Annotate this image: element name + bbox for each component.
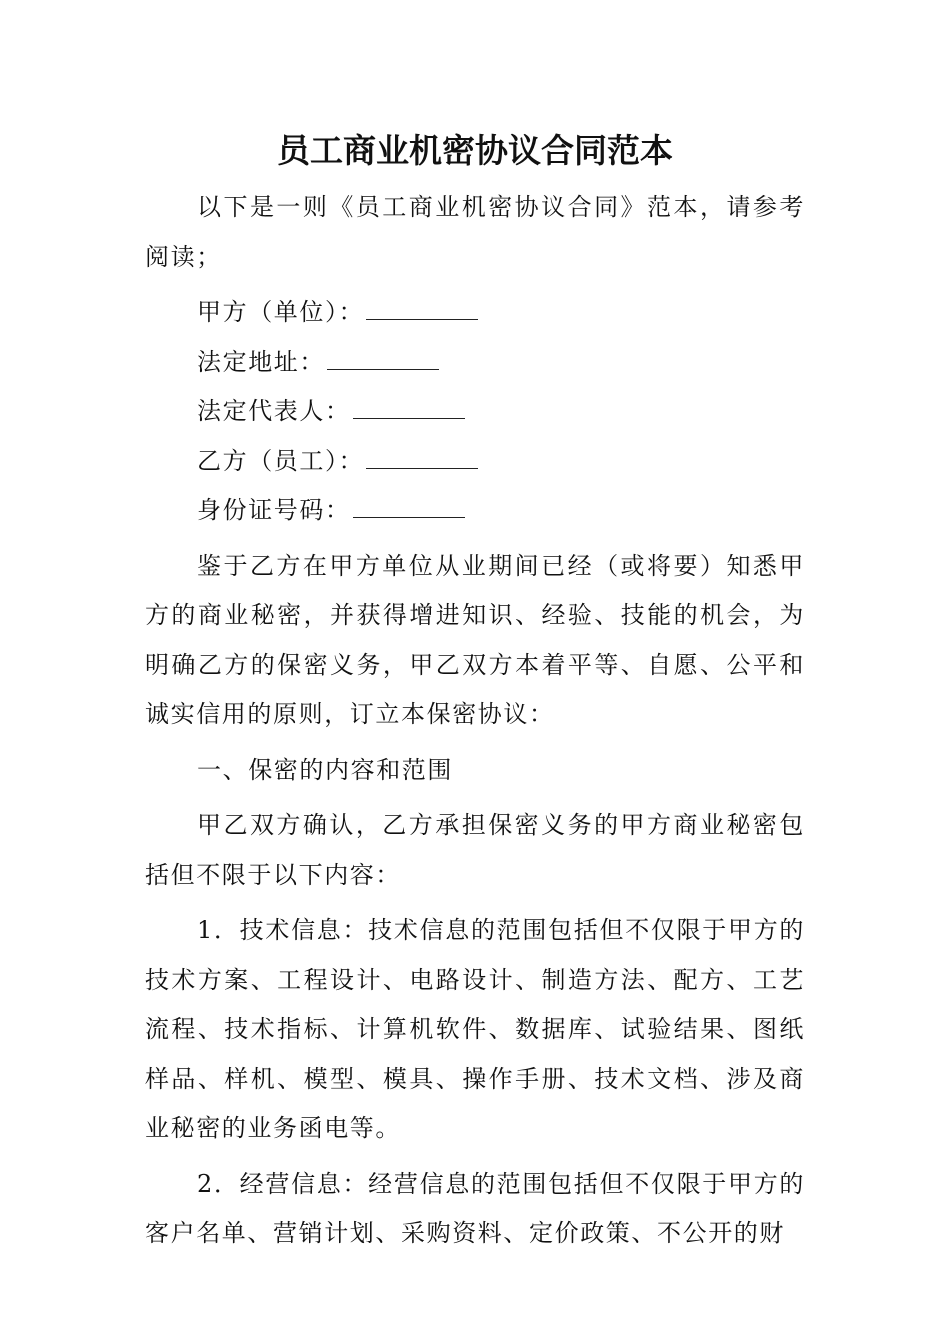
item-2-business-info: 2．经营信息：经营信息的范围包括但不仅限于甲方的客户名单、营销计划、采购资料、定价政策、不公开的财 <box>145 1169 805 1247</box>
section-1-heading: 一、保密的内容和范围 <box>197 755 453 784</box>
field-party-a-label: 甲方（单位）： <box>197 298 365 326</box>
field-legal-representative-blank <box>353 394 465 419</box>
field-id-number <box>145 486 805 536</box>
field-party-b <box>145 437 805 487</box>
field-id-number-blank <box>353 493 465 518</box>
field-id-number-label: 身份证号码： <box>197 496 351 524</box>
document-title: 员工商业机密协议合同范本 <box>277 131 673 170</box>
field-legal-address <box>145 338 805 388</box>
field-party-b-label: 乙方（员工）： <box>197 446 365 475</box>
document-body <box>145 125 805 1265</box>
field-party-b-blank <box>366 444 478 469</box>
intro-paragraph: 以下是一则《员工商业机密协议合同》范本，请参考阅读； <box>145 193 805 271</box>
field-legal-address-blank <box>327 345 439 370</box>
field-legal-address-label: 法定地址： <box>197 347 325 376</box>
section-1-intro: 甲乙双方确认，乙方承担保密义务的甲方商业秘密包括但不限于以下内容： <box>145 811 805 889</box>
field-legal-representative-label: 法定代表人： <box>197 397 351 425</box>
field-party-a-blank <box>366 295 478 320</box>
field-legal-representative <box>145 387 805 437</box>
item-1-technical-info: 1．技术信息：技术信息的范围包括但不仅限于甲方的技术方案、工程设计、电路设计、制造方法、配方、工艺流程、技术指标、计算机软件、数据库、试验结果、图纸样品、样机、模型、模具、操作手册、技术文档、涉及商业秘密的业务函电等。 <box>145 916 805 1142</box>
field-party-a <box>145 288 805 338</box>
preamble-paragraph: 鉴于乙方在甲方单位从业期间已经（或将要）知悉甲方的商业秘密，并获得增进知识、经验、技能的机会，为明确乙方的保密义务，甲乙双方本着平等、自愿、公平和诚实信用的原则，订立本保密协议： <box>145 551 805 728</box>
